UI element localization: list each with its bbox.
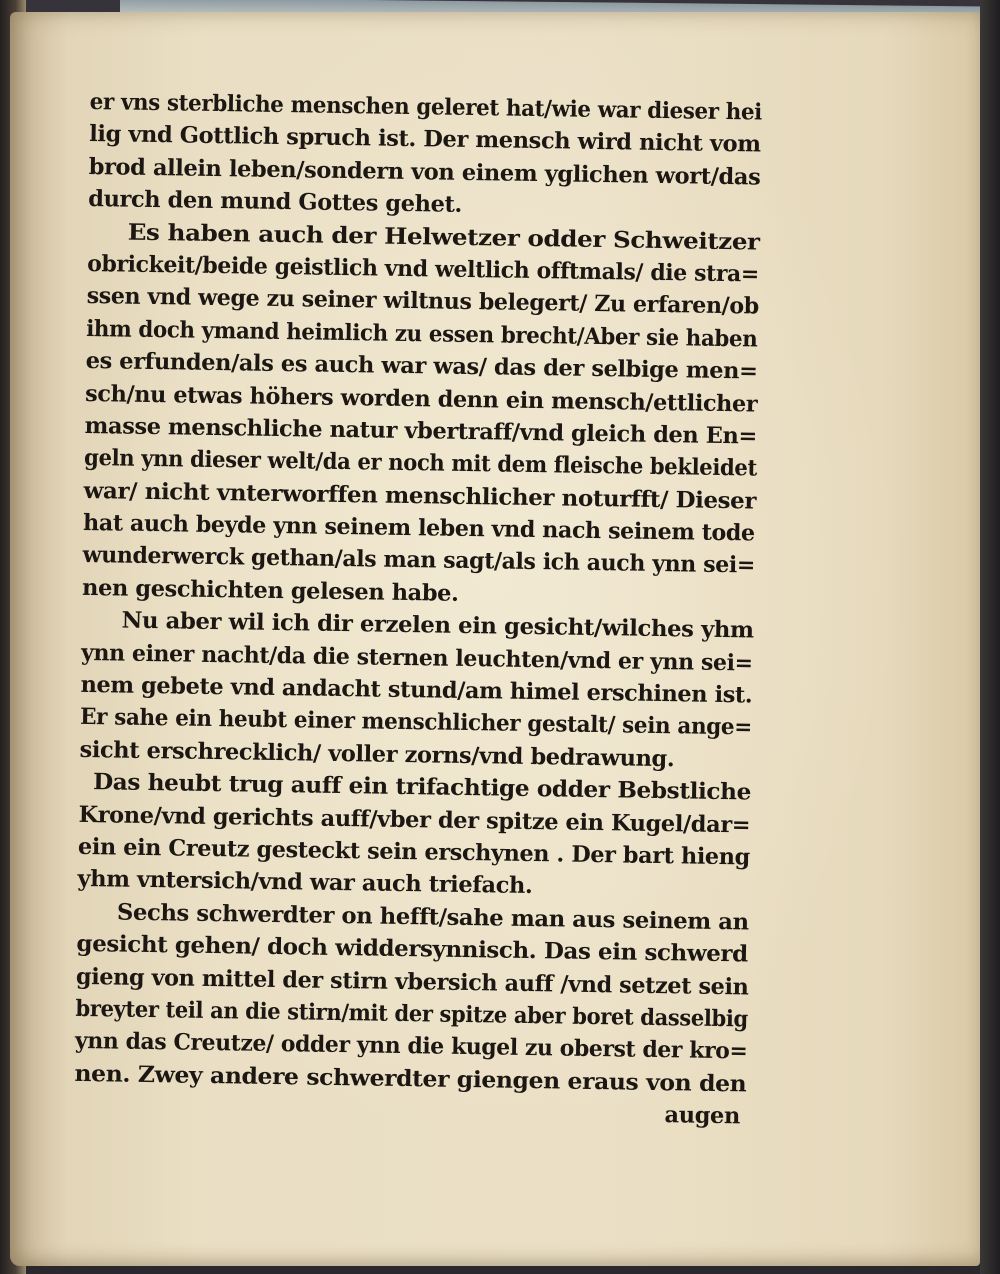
text-line: ssen vnd wege zu seiner wiltnus belegert/ Zu erfaren/ob	[86, 283, 760, 320]
book-page	[10, 12, 980, 1266]
text-line: gesicht gehen/ doch widdersynnisch. Das ein schwerd	[76, 931, 748, 968]
text-line: er vns sterbliche menschen geleret hat/wie war dieser hei	[89, 88, 763, 126]
paragraph-start-line: Nu aber wil ich dir erzelen ein gesicht/wilches yhm	[121, 607, 754, 644]
text-line: nem gebete vnd andacht stund/am himel erschinen ist.	[80, 671, 753, 709]
paragraph-start-line: Das heubt trug auff ein trifachtige odder Bebstliche	[92, 769, 752, 806]
text-line: Krone/vnd gerichts auff/vber der spitze ein Kugel/dar=	[78, 801, 751, 839]
text-line: sch/nu etwas höhers worden denn ein mensch/ettlicher	[84, 380, 758, 418]
catchword: augen	[664, 1102, 741, 1130]
paragraph-start-line: Sechs schwerdter on hefft/sahe man aus seinem an	[116, 899, 749, 936]
text-line: breyter teil an die stirn/mit der spitze aber boret dasselbig	[75, 995, 749, 1033]
text-line: ihm doch ymand heimlich zu essen brecht/Aber sie haben	[85, 315, 758, 353]
text-line: hat auch beyde ynn seinem leben vnd nach seinem tode	[82, 510, 755, 547]
text-line: ynn einer nacht/da die sternen leuchten/vnd er ynn sei=	[80, 639, 753, 677]
book-fore-edge	[980, 0, 1000, 1274]
text-line: ynn das Creutze/ odder ynn die kugel zu oberst der kro=	[74, 1028, 748, 1065]
text-line: yhm vntersich/vnd war auch triefach.	[77, 866, 533, 900]
text-line: ein ein Creutz gesteckt sein erschynen . Der bart hieng	[77, 833, 751, 871]
text-line: masse menschliche natur vbertraff/vnd gleich den En=	[84, 412, 758, 450]
text-line: obrickeit/beide geistlich vnd weltlich offtmals/ die stra=	[87, 250, 760, 288]
text-line: durch den mund Gottes gehet.	[88, 186, 463, 219]
text-line: wunderwerck gethan/als man sagt/als ich auch ynn sei=	[82, 542, 756, 579]
text-line: lig vnd Gottlich spruch ist. Der mensch wird nicht vom	[89, 121, 761, 158]
text-line: es erfunden/als es auch war was/ das der selbige men=	[85, 348, 758, 385]
text-line: gieng von mittel der stirn vbersich auff /vnd setzet sein	[75, 963, 749, 1000]
page-text	[74, 86, 762, 1133]
paragraph-start-line: Es haben auch der Helwetzer odder Schweitzer	[127, 219, 760, 256]
text-line: Er sahe ein heubt einer menschlicher gestalt/ sein ange=	[79, 704, 753, 741]
text-line: nen geschichten gelesen habe.	[81, 574, 459, 607]
text-line: sicht erschrecklich/ voller zorns/vnd bedrawung.	[79, 736, 675, 773]
text-line: nen. Zwey andere schwerdter giengen eraus von den	[74, 1060, 747, 1098]
text-line: geln ynn dieser welt/da er noch mit dem fleische bekleidet	[83, 445, 758, 482]
text-line: war/ nicht vnterworffen menschlicher noturfft/ Dieser	[83, 477, 757, 515]
text-line: brod allein leben/sondern von einem yglichen wort/das	[88, 153, 761, 191]
